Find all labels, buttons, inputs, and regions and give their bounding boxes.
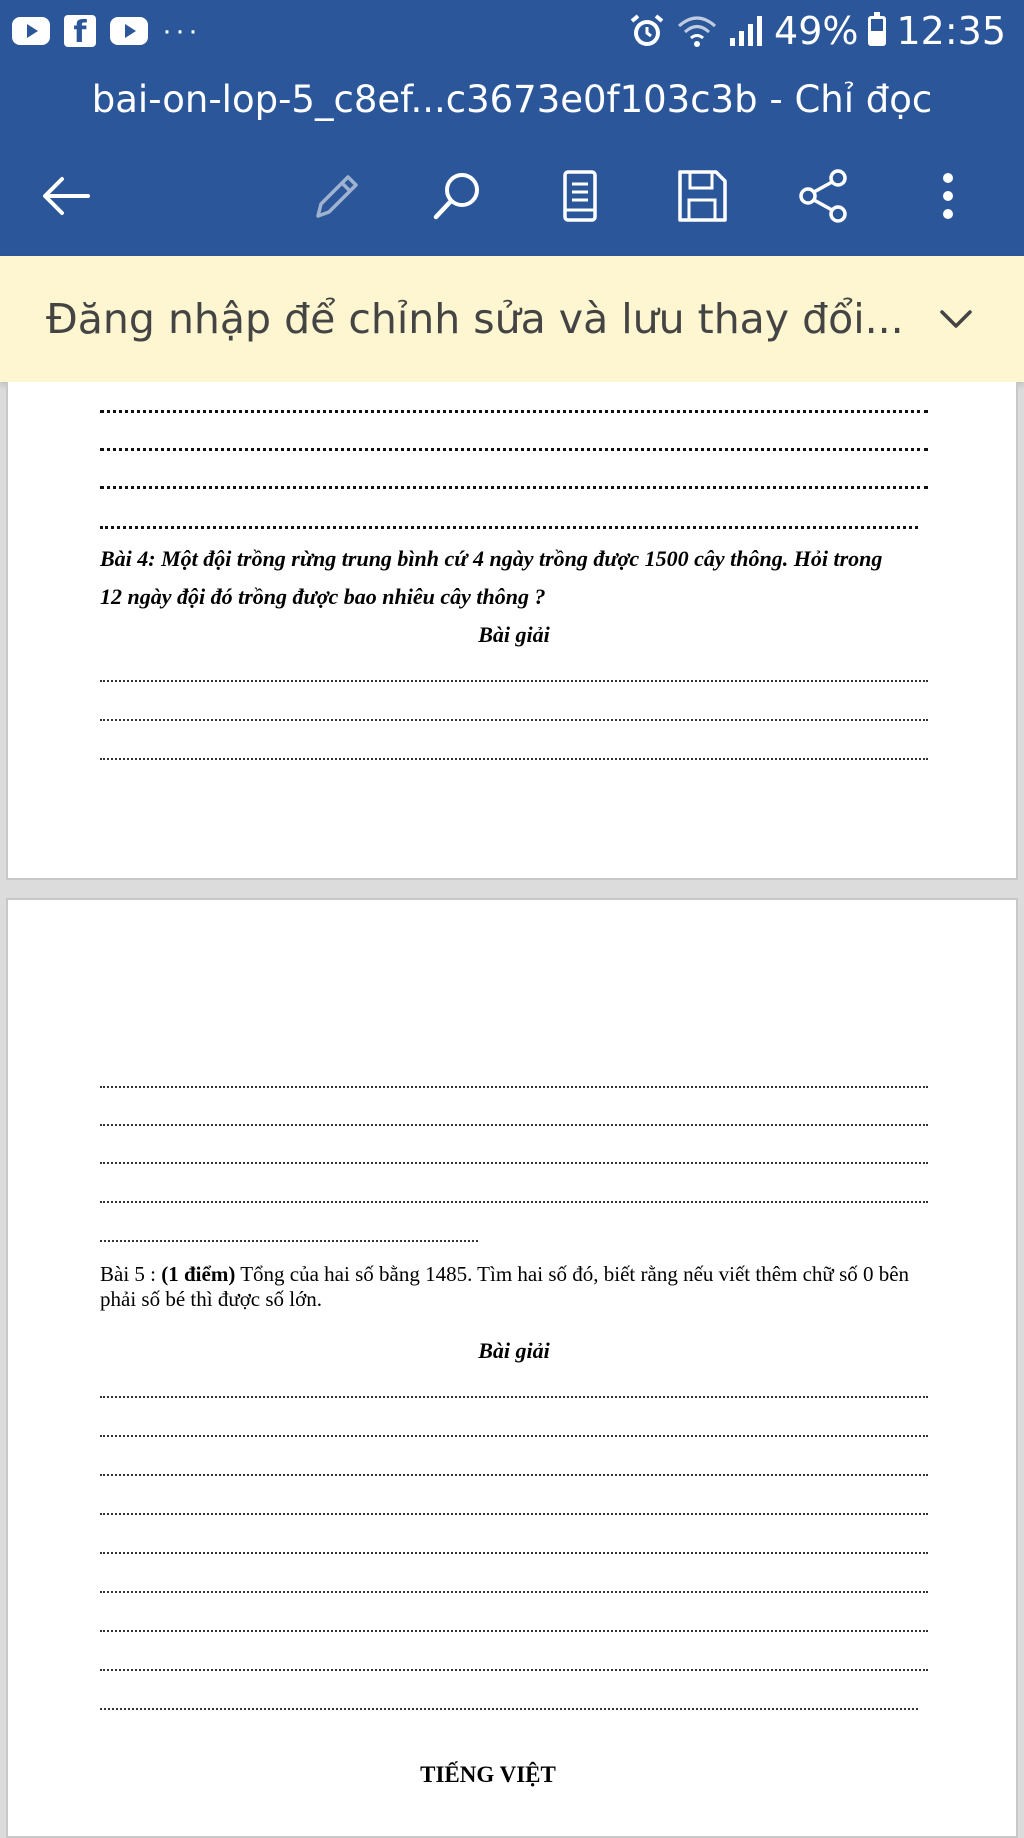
answer-line bbox=[100, 410, 928, 413]
answer-line bbox=[100, 1162, 928, 1164]
answer-line bbox=[100, 486, 928, 489]
alarm-icon bbox=[628, 12, 666, 50]
answer-line bbox=[100, 1435, 928, 1437]
search-icon bbox=[428, 166, 488, 226]
more-options-button[interactable] bbox=[916, 164, 980, 228]
save-icon bbox=[672, 166, 732, 226]
answer-line bbox=[100, 758, 928, 760]
share-icon bbox=[794, 166, 854, 226]
signin-banner-text: Đăng nhập để chỉnh sửa và lưu thay đổi... bbox=[46, 295, 904, 343]
document-page bbox=[6, 382, 1018, 880]
answer-line bbox=[100, 1124, 928, 1126]
solution-label: Bài giải bbox=[478, 622, 550, 647]
answer-line bbox=[100, 1396, 928, 1398]
answer-line bbox=[100, 1708, 918, 1710]
edit-button[interactable] bbox=[304, 164, 368, 228]
battery-percent: 49% bbox=[774, 9, 859, 53]
reading-view-icon bbox=[550, 166, 610, 226]
document-page bbox=[6, 898, 1018, 1838]
wifi-icon bbox=[676, 12, 718, 50]
facebook-notification-icon: f bbox=[64, 15, 96, 47]
more-notifications-icon: ··· bbox=[162, 14, 201, 47]
battery-icon bbox=[868, 16, 886, 46]
chevron-down-icon[interactable] bbox=[936, 299, 976, 339]
youtube-notification-icon bbox=[110, 17, 148, 45]
section-heading: TIẾNG VIỆT bbox=[420, 1762, 556, 1787]
answer-line bbox=[100, 680, 928, 682]
answer-line bbox=[100, 1669, 928, 1671]
signal-icon bbox=[728, 14, 764, 48]
answer-line bbox=[100, 1474, 928, 1476]
exercise-4-question: Bài 4: Một đội trồng rừng trung bình cứ 4 ngày trồng được 1500 cây thông. Hỏi trong 12 ngày đội đó trồng được bao nhiêu cây thông ? bbox=[100, 546, 883, 609]
share-button[interactable] bbox=[792, 164, 856, 228]
document-title: bai-on-lop-5_c8ef...c3673e0f103c3b - Chỉ đọc bbox=[91, 77, 933, 121]
answer-line bbox=[100, 1630, 928, 1632]
document-title-bar bbox=[0, 62, 1024, 136]
answer-line bbox=[100, 1513, 928, 1515]
answer-line bbox=[100, 1240, 478, 1242]
status-bar bbox=[0, 0, 1024, 62]
answer-line bbox=[100, 1591, 928, 1593]
answer-line bbox=[100, 1201, 928, 1203]
youtube-notification-icon bbox=[12, 17, 50, 45]
back-button[interactable] bbox=[34, 164, 98, 228]
signin-banner[interactable] bbox=[0, 256, 1024, 382]
toolbar bbox=[0, 136, 1024, 256]
answer-line bbox=[100, 1552, 928, 1554]
answer-line bbox=[100, 526, 918, 529]
reading-view-button[interactable] bbox=[548, 164, 612, 228]
save-button[interactable] bbox=[670, 164, 734, 228]
search-button[interactable] bbox=[426, 164, 490, 228]
answer-line bbox=[100, 719, 928, 721]
back-arrow-icon bbox=[36, 166, 96, 226]
pencil-icon bbox=[306, 166, 366, 226]
more-vertical-icon bbox=[918, 166, 978, 226]
solution-label: Bài giải bbox=[478, 1338, 550, 1363]
answer-line bbox=[100, 448, 928, 451]
answer-line bbox=[100, 1086, 928, 1088]
clock: 12:35 bbox=[896, 9, 1006, 53]
exercise-5-question: Bài 5 : (1 điểm) Tổng của hai số bằng 1485. Tìm hai số đó, biết rằng nếu viết thêm chữ số 0 bên phải số bé thì được số lớn. bbox=[100, 1262, 910, 1311]
